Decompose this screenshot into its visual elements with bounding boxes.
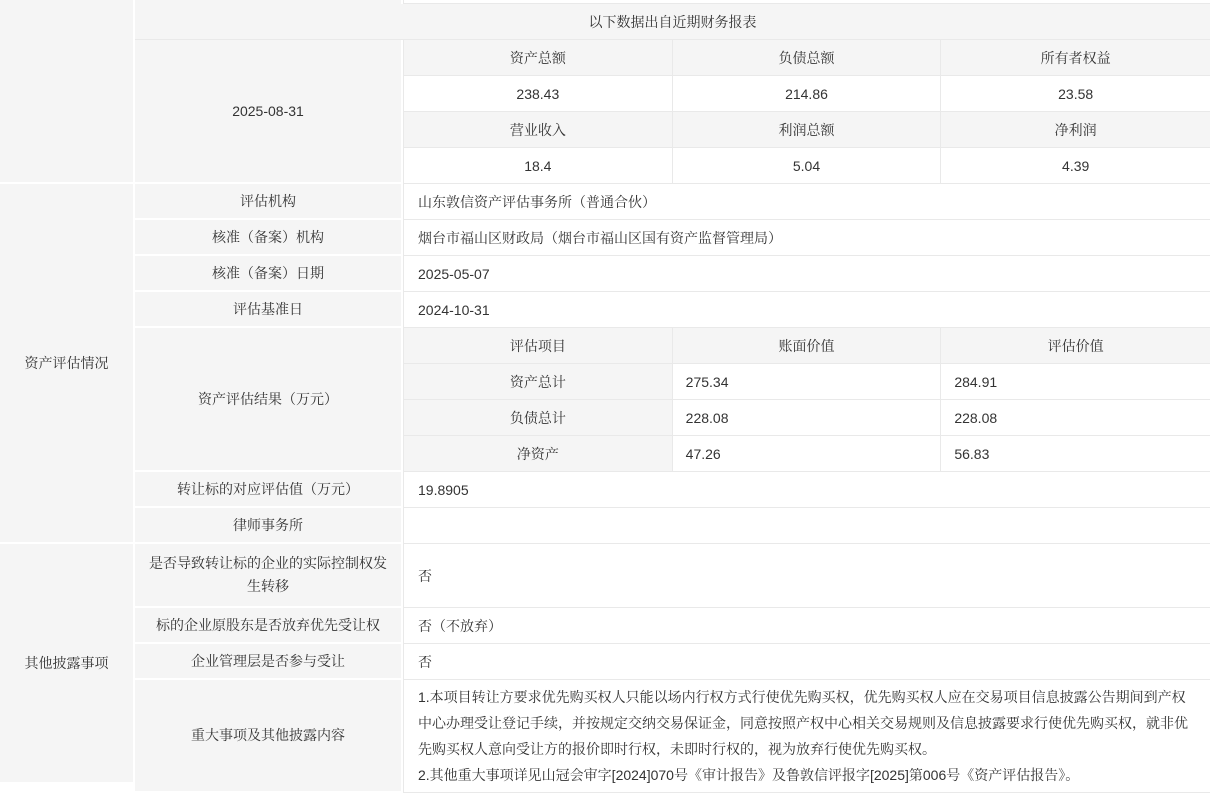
eval-assessed-total-liabilities: 228.08 bbox=[941, 400, 1210, 436]
other-section-label: 其他披露事项 bbox=[0, 544, 135, 784]
other-disclosure-section bbox=[0, 544, 1210, 784]
field-value: 否 bbox=[403, 544, 1210, 608]
fin-value-owner-equity: 23.58 bbox=[941, 76, 1210, 112]
evaluation-section-label: 资产评估情况 bbox=[0, 184, 135, 544]
eval-assessed-total-assets: 284.91 bbox=[941, 364, 1210, 400]
other-section-body bbox=[135, 544, 1210, 784]
evaluation-section bbox=[0, 184, 1210, 544]
field-row-transfer-assessed-value bbox=[135, 472, 1210, 508]
disclosure-content-cell bbox=[403, 680, 1210, 793]
field-label: 企业管理层是否参与受让 bbox=[135, 644, 403, 680]
financial-section-category-cell bbox=[0, 0, 135, 184]
fin-value-operating-revenue: 18.4 bbox=[404, 148, 673, 184]
financial-snapshot-table bbox=[403, 40, 1210, 184]
report-date-cell: 2025-08-31 bbox=[135, 40, 403, 184]
field-row-law-firm bbox=[135, 508, 1210, 544]
fin-header-operating-revenue: 营业收入 bbox=[404, 112, 673, 148]
eval-assessed-net-assets: 56.83 bbox=[941, 436, 1210, 472]
field-value: 19.8905 bbox=[403, 472, 1210, 508]
evaluation-result-table bbox=[403, 328, 1210, 472]
financial-section bbox=[0, 0, 1210, 184]
fin-header-owner-equity: 所有者权益 bbox=[941, 40, 1210, 76]
fin-value-net-profit: 4.39 bbox=[941, 148, 1210, 184]
field-value: 烟台市福山区财政局（烟台市福山区国有资产监督管理局） bbox=[403, 220, 1210, 256]
field-label: 重大事项及其他披露内容 bbox=[135, 680, 403, 793]
field-value: 山东敦信资产评估事务所（普通合伙） bbox=[403, 184, 1210, 220]
eval-book-total-assets: 275.34 bbox=[673, 364, 942, 400]
field-row-approval-agency bbox=[135, 220, 1210, 256]
eval-book-net-assets: 47.26 bbox=[673, 436, 942, 472]
field-value bbox=[403, 508, 1210, 544]
evaluation-section-body bbox=[135, 184, 1210, 544]
field-label: 是否导致转让标的企业的实际控制权发生转移 bbox=[135, 544, 403, 608]
field-row-control-transfer bbox=[135, 544, 1210, 608]
field-label: 标的企业原股东是否放弃优先受让权 bbox=[135, 608, 403, 644]
fin-header-total-liabilities: 负债总额 bbox=[673, 40, 942, 76]
fin-header-net-profit: 净利润 bbox=[941, 112, 1210, 148]
field-label: 评估基准日 bbox=[135, 292, 403, 328]
field-label: 核准（备案）机构 bbox=[135, 220, 403, 256]
field-row-management-participation bbox=[135, 644, 1210, 680]
eval-header-assessed-value: 评估价值 bbox=[941, 328, 1210, 364]
field-row-evaluation-base-date bbox=[135, 292, 1210, 328]
field-value: 否 bbox=[403, 644, 1210, 680]
field-row-evaluation-agency bbox=[135, 184, 1210, 220]
eval-header-item: 评估项目 bbox=[404, 328, 673, 364]
eval-item-total-liabilities: 负债总计 bbox=[404, 400, 673, 436]
field-value: 否（不放弃） bbox=[403, 608, 1210, 644]
field-row-major-disclosure bbox=[135, 680, 1210, 784]
fin-header-total-assets: 资产总额 bbox=[404, 40, 673, 76]
fin-header-total-profit: 利润总额 bbox=[673, 112, 942, 148]
field-row-evaluation-result bbox=[135, 328, 1210, 472]
field-label: 资产评估结果（万元） bbox=[135, 328, 403, 472]
disclosure-item-2: 2.其他重大事项详见山冠会审字[2024]070号《审计报告》及鲁敦信评报字[2025]第006号《资产评估报告》。 bbox=[418, 767, 1080, 783]
field-label: 律师事务所 bbox=[135, 508, 403, 544]
fin-value-total-profit: 5.04 bbox=[673, 148, 942, 184]
field-label: 核准（备案）日期 bbox=[135, 256, 403, 292]
field-value: 2024-10-31 bbox=[403, 292, 1210, 328]
field-row-approval-date bbox=[135, 256, 1210, 292]
eval-item-net-assets: 净资产 bbox=[404, 436, 673, 472]
field-label: 评估机构 bbox=[135, 184, 403, 220]
eval-header-book-value: 账面价值 bbox=[673, 328, 942, 364]
field-value: 2025-05-07 bbox=[403, 256, 1210, 292]
field-row-waive-preemptive-right bbox=[135, 608, 1210, 644]
eval-item-total-assets: 资产总计 bbox=[404, 364, 673, 400]
disclosure-item-1: 1.本项目转让方要求优先购买权人只能以场内行权方式行使优先购买权，优先购买权人应在交易项目信息披露公告期间到产权中心办理受让登记手续，并按规定交纳交易保证金，同意按照产权中心相关交易规则及信息披露要求行使优先购买权，就非优先购买权人意向受让方的报价即时行权，未即时行权的，视为放弃行使优先购买权。 bbox=[418, 689, 1188, 757]
financial-section-body bbox=[135, 0, 1210, 184]
fin-value-total-assets: 238.43 bbox=[404, 76, 673, 112]
eval-book-total-liabilities: 228.08 bbox=[673, 400, 942, 436]
field-label: 转让标的对应评估值（万元） bbox=[135, 472, 403, 508]
financial-note-header: 以下数据出自近期财务报表 bbox=[135, 4, 1210, 40]
fin-value-total-liabilities: 214.86 bbox=[673, 76, 942, 112]
